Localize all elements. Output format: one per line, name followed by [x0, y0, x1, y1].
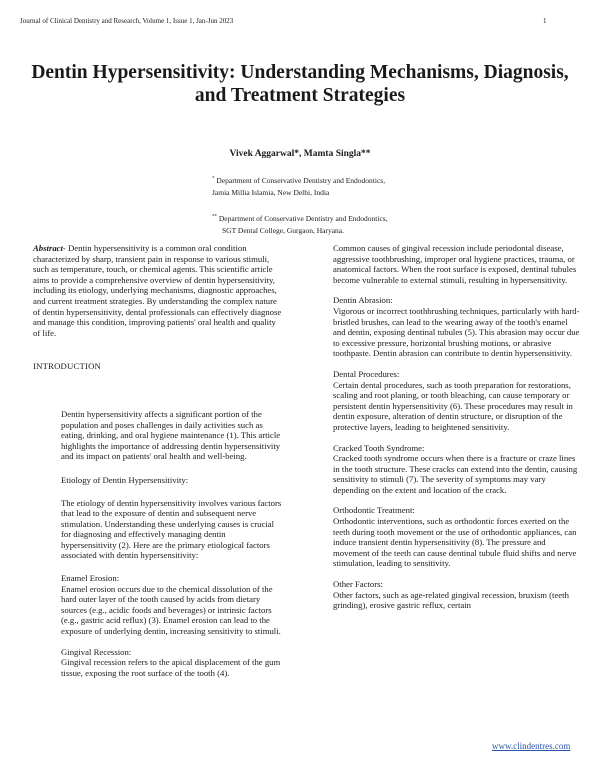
page-number: 1 [543, 17, 547, 25]
introduction-paragraph: Dentin hypersensitivity affects a significant portion of the population and poses challenges in daily activities such as eating, drinking, and oral hygiene maintenance (1). This article highlights the importance of addressing dentin hypersensitivity and its impact on patients' oral health and well-being. [61, 408, 281, 462]
other-factors-text: Other factors, such as age-related gingival recession, bruxism (teeth grinding), erosive gastric reflux, certain [333, 589, 569, 611]
gingival-recession-text: Gingival recession refers to the apical displacement of the gum tissue, exposing the root surface of the tooth (4). [61, 657, 281, 678]
orthodontic-heading: Orthodontic Treatment: [333, 505, 415, 516]
author-list: Vivek Aggarwal*, Mamta Singla** [229, 149, 371, 159]
affiliation-1 [212, 173, 385, 199]
left-column-body [33, 409, 283, 678]
affiliation-1-mark: * [212, 176, 215, 181]
abstract-text: Dentin hypersensitivity is a common oral condition characterized by sharp, transient pain in response to various stimuli, such as temperature, touch, or chemical agents. This scientific article aims to provide a comprehensive overview of dentin hypersensitivity, including its etiology, underlying mechanisms, diagnostic approaches, and current treatment strategies. By understanding the complex nature of dentin hypersensitivity, dental professionals can effectively diagnose and manage this condition, improving patients' oral health and quality of life. [33, 243, 282, 338]
affiliation-2-line-1 [212, 214, 388, 223]
dentin-abrasion-text: Vigorous or incorrect toothbrushing techniques, particularly with hard-bristled brushes, can lead to the wearing away of the tooth's enamel and dentin, exposing dentinal tubules (5). This abrasion may occur due to excessive pressure, horizontal brushing motions, or abrasive toothpaste. Dentin abrasion can contribute to dentin hypersensitivity. [333, 305, 580, 359]
website-link[interactable]: www.clindentres.com [492, 741, 571, 751]
etiology-heading: Etiology of Dentin Hypersensitivity: [61, 474, 189, 485]
enamel-erosion-heading: Enamel Erosion: [61, 573, 120, 584]
enamel-erosion-text: Enamel erosion occurs due to the chemical dissolution of the hard outer layer of the tooth caused by acids from dietary sources (e.g., acidic foods and beverages) or intrinsic factors (e.g., gastric acid reflux) (3). Enamel erosion can lead to the exposure of underlying dentin, increasing sensitivity to stimuli. [61, 583, 281, 637]
affiliation-2-institution: SGT Dental College, Gurgaon, Haryana. [222, 225, 344, 235]
dental-procedures-heading: Dental Procedures: [333, 368, 400, 379]
affiliation-2 [212, 211, 388, 237]
orthodontic-text: Orthodontic interventions, such as orthodontic forces exerted on the teeth during tooth movement or the use of orthodontic appliances, can induce transient dentin hypersensitivity (8). The pressure and movement of the teeth can cause dentinal tubule fluid shifts and nerve stimulation, leading to sensitivity. [333, 516, 577, 569]
article-title: Dentin Hypersensitivity: Understanding Mechanisms, Diagnosis, and Treatment Strategies [31, 62, 569, 106]
recession-causes-text: Common causes of gingival recession include periodontal disease, aggressive toothbrushing, improper oral hygiene practices, trauma, or anatomical factors. When the root surface is exposed, dentinal tubules become vulnerable to external stimuli, resulting in hypersensitivity. [333, 243, 577, 285]
other-factors-heading: Other Factors: [333, 579, 383, 590]
left-column [33, 243, 283, 678]
introduction-heading [33, 361, 283, 372]
affiliation-2-department: Department of Conservative Dentistry and Endodontics, [218, 213, 388, 223]
dental-procedures-text: Certain dental procedures, such as tooth preparation for restorations, scaling and root planing, or tooth bleaching, can cause temporary or persistent dentin hypersensitivity (6). These procedures may result in dentin exposure, alteration of dentin structure, or disruption of the protective layers, leading to heightened sensitivity. [333, 379, 573, 432]
journal-header: Journal of Clinical Dentistry and Research, Volume 1, Issue 1, Jan-Jun 2023 [20, 17, 234, 25]
affiliation-1-line-1 [212, 176, 385, 185]
affiliation-2-mark: ** [212, 214, 217, 219]
dentin-abrasion-heading: Dentin Abrasion: [333, 295, 393, 306]
abstract-paragraph [33, 243, 283, 338]
affiliation-1-institution: Jamia Millia Islamia, New Delhi, India [212, 187, 330, 197]
cracked-tooth-heading: Cracked Tooth Syndrome: [333, 442, 425, 453]
introduction-heading-initial: INTRODUCTION [33, 361, 102, 372]
cracked-tooth-text: Cracked tooth syndrome occurs when there is a fracture or craze lines in the tooth structure. These cracks can extend into the dentin, causing sensitivity to stimuli (7). The severity of symptoms may vary depending on the extent and location of the crack. [333, 453, 578, 495]
etiology-intro: The etiology of dentin hypersensitivity involves various factors that lead to the exposure of dentin and subsequent nerve stimulation. Understanding these underlying causes is crucial for diagnosing and effectively managing dentin hypersensitivity (2). Here are the primary etiological factors associated with dentin hypersensitivity: [61, 497, 282, 561]
gingival-recession-heading: Gingival Recession: [61, 646, 132, 657]
right-column [333, 243, 581, 611]
abstract-label: Abstract- [33, 243, 66, 253]
affiliation-1-department: Department of Conservative Dentistry and Endodontics, [216, 175, 386, 185]
